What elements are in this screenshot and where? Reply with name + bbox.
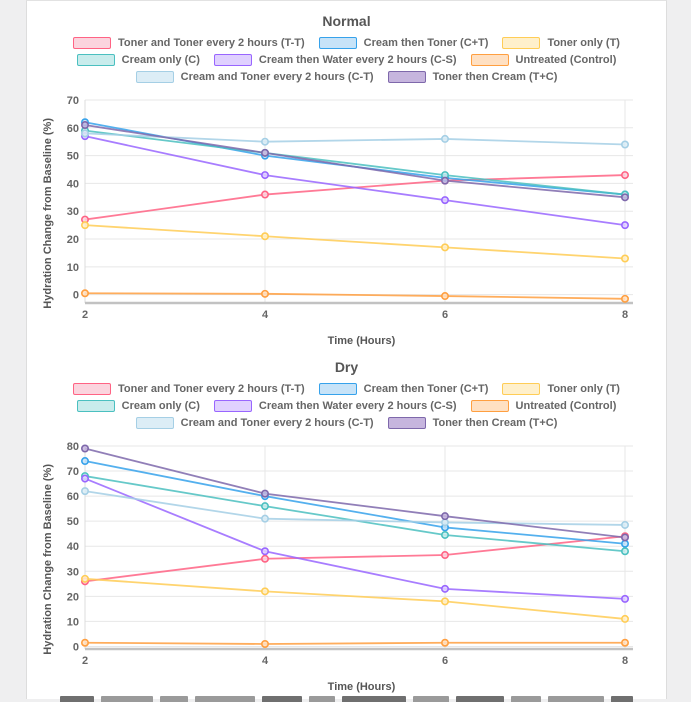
legend-swatch-icon	[214, 54, 252, 66]
y-tick-label: 20	[66, 591, 79, 604]
legend-item[interactable]	[136, 417, 374, 429]
truncated-footer-text	[27, 696, 666, 702]
y-tick-label: 40	[66, 541, 79, 554]
plot-area-dry[interactable]	[57, 439, 651, 680]
legend-label: Cream and Toner every 2 hours (C-T)	[180, 71, 374, 83]
legend-label: Untreated (Control)	[515, 400, 617, 412]
data-point[interactable]	[622, 541, 628, 547]
legend-label: Toner and Toner every 2 hours (T-T)	[118, 383, 305, 395]
data-point[interactable]	[262, 503, 268, 509]
data-point[interactable]	[262, 548, 268, 554]
data-point[interactable]	[262, 641, 268, 647]
legend-swatch-icon	[77, 400, 115, 412]
x-axis-title: Time (Hours)	[327, 335, 396, 347]
series-line	[85, 479, 625, 599]
data-point[interactable]	[262, 515, 268, 521]
x-tick-label: 2	[81, 309, 89, 321]
x-tick-label: 8	[621, 655, 629, 667]
legend-normal	[27, 37, 666, 83]
line-chart-canvas	[57, 93, 651, 329]
legend-swatch-icon	[388, 71, 426, 83]
data-point[interactable]	[622, 548, 628, 554]
legend-swatch-icon	[73, 383, 111, 395]
y-tick-label: 40	[66, 178, 79, 191]
series-line	[85, 579, 625, 619]
data-point[interactable]	[82, 222, 88, 228]
data-point[interactable]	[442, 197, 448, 203]
legend-item[interactable]	[73, 383, 305, 395]
data-point[interactable]	[622, 141, 628, 147]
y-tick-label: 0	[72, 289, 79, 302]
data-point[interactable]	[622, 616, 628, 622]
data-point[interactable]	[442, 532, 448, 538]
legend-label: Toner only (T)	[547, 383, 620, 395]
legend-label: Cream then Toner (C+T)	[363, 383, 489, 395]
y-tick-label: 20	[66, 234, 79, 247]
data-point[interactable]	[262, 490, 268, 496]
legend-item[interactable]	[214, 400, 457, 412]
y-tick-label: 60	[66, 122, 79, 135]
legend-row	[27, 37, 666, 49]
legend-label: Cream only (C)	[121, 54, 200, 66]
y-tick-label: 30	[66, 206, 79, 219]
legend-item[interactable]	[502, 37, 620, 49]
data-point[interactable]	[442, 513, 448, 519]
legend-item[interactable]	[214, 54, 457, 66]
data-point[interactable]	[622, 172, 628, 178]
chart-title-normal: Normal	[322, 13, 371, 29]
x-tick-label: 6	[441, 655, 449, 667]
data-point[interactable]	[262, 556, 268, 562]
x-tick-label: 8	[621, 309, 629, 321]
data-point[interactable]	[442, 552, 448, 558]
data-point[interactable]	[82, 640, 88, 646]
chart-title-dry: Dry	[334, 359, 359, 375]
y-axis-title-col	[39, 439, 57, 680]
legend-item[interactable]	[77, 54, 200, 66]
x-tick-label: 2	[81, 655, 89, 667]
legend-label: Cream and Toner every 2 hours (C-T)	[180, 417, 374, 429]
data-point[interactable]	[262, 291, 268, 297]
data-point[interactable]	[622, 222, 628, 228]
legend-row	[27, 383, 666, 395]
legend-swatch-icon	[471, 400, 509, 412]
data-point[interactable]	[442, 136, 448, 142]
y-tick-label: 10	[66, 261, 79, 274]
legend-label: Toner only (T)	[547, 37, 620, 49]
legend-swatch-icon	[388, 417, 426, 429]
data-point[interactable]	[82, 290, 88, 296]
data-point[interactable]	[442, 586, 448, 592]
legend-item[interactable]	[73, 37, 305, 49]
legend-label: Cream then Water every 2 hours (C-S)	[258, 400, 457, 412]
legend-item[interactable]	[502, 383, 620, 395]
legend-swatch-icon	[136, 417, 174, 429]
data-point[interactable]	[262, 139, 268, 145]
series-line	[85, 225, 625, 258]
legend-swatch-icon	[319, 37, 357, 49]
data-point[interactable]	[262, 191, 268, 197]
legend-swatch-icon	[502, 383, 540, 395]
legend-item[interactable]	[471, 400, 617, 412]
series-line	[85, 175, 625, 219]
y-tick-label: 70	[66, 95, 79, 107]
y-tick-label: 30	[66, 566, 79, 579]
chart-block-dry	[27, 347, 666, 693]
series-line	[85, 643, 625, 644]
data-point[interactable]	[82, 445, 88, 451]
plot-row-normal	[27, 93, 666, 334]
legend-item[interactable]	[471, 54, 617, 66]
data-point[interactable]	[442, 640, 448, 646]
data-point[interactable]	[82, 122, 88, 128]
y-tick-label: 50	[66, 516, 79, 529]
data-point[interactable]	[442, 244, 448, 250]
legend-row	[27, 417, 666, 429]
legend-item[interactable]	[77, 400, 200, 412]
legend-label: Untreated (Control)	[515, 54, 617, 66]
series-line	[85, 536, 625, 581]
legend-label: Toner and Toner every 2 hours (T-T)	[118, 37, 305, 49]
data-point[interactable]	[82, 458, 88, 464]
legend-item[interactable]	[136, 71, 374, 83]
data-point[interactable]	[82, 475, 88, 481]
plot-row-dry	[27, 439, 666, 680]
plot-area-normal[interactable]	[57, 93, 651, 334]
x-tick-label: 4	[261, 655, 269, 667]
legend-swatch-icon	[471, 54, 509, 66]
x-axis-title: Time (Hours)	[327, 681, 396, 693]
legend-swatch-icon	[319, 383, 357, 395]
series-line	[85, 293, 625, 299]
legend-item[interactable]	[319, 383, 489, 395]
y-tick-label: 60	[66, 491, 79, 504]
x-tick-label: 6	[441, 309, 449, 321]
x-tick-label: 4	[261, 309, 269, 321]
legend-swatch-icon	[77, 54, 115, 66]
legend-label: Cream only (C)	[121, 400, 200, 412]
legend-label: Cream then Toner (C+T)	[363, 37, 489, 49]
data-point[interactable]	[82, 130, 88, 136]
legend-item[interactable]	[388, 71, 558, 83]
chart-block-normal	[27, 1, 666, 347]
data-point[interactable]	[622, 596, 628, 602]
legend-label: Toner then Cream (T+C)	[432, 417, 558, 429]
legend-row	[27, 400, 666, 412]
data-point[interactable]	[622, 296, 628, 302]
legend-row	[27, 71, 666, 83]
data-point[interactable]	[442, 598, 448, 604]
legend-row	[27, 54, 666, 66]
data-point[interactable]	[262, 588, 268, 594]
data-point[interactable]	[82, 576, 88, 582]
legend-label: Toner then Cream (T+C)	[432, 71, 558, 83]
line-chart-canvas	[57, 439, 651, 675]
y-axis-title-col	[39, 93, 57, 334]
data-point[interactable]	[442, 293, 448, 299]
data-point[interactable]	[622, 255, 628, 261]
data-point[interactable]	[442, 177, 448, 183]
series-line	[85, 461, 625, 544]
y-tick-label: 0	[72, 641, 79, 654]
y-tick-label: 10	[66, 616, 79, 629]
data-point[interactable]	[622, 534, 628, 540]
data-point[interactable]	[262, 172, 268, 178]
legend-item[interactable]	[388, 417, 558, 429]
series-line	[85, 476, 625, 551]
y-tick-label: 50	[66, 150, 79, 163]
legend-dry	[27, 383, 666, 429]
y-axis-title: Hydration Change from Baseline (%)	[42, 118, 54, 309]
y-tick-label: 80	[66, 441, 79, 453]
series-line	[85, 133, 625, 144]
data-point[interactable]	[82, 488, 88, 494]
data-point[interactable]	[622, 522, 628, 528]
legend-item[interactable]	[319, 37, 489, 49]
data-point[interactable]	[622, 640, 628, 646]
y-tick-label: 70	[66, 466, 79, 479]
series-line	[85, 136, 625, 225]
legend-swatch-icon	[214, 400, 252, 412]
legend-swatch-icon	[502, 37, 540, 49]
content-card	[26, 0, 667, 699]
legend-label: Cream then Water every 2 hours (C-S)	[258, 54, 457, 66]
y-axis-title: Hydration Change from Baseline (%)	[42, 464, 54, 655]
data-point[interactable]	[262, 150, 268, 156]
data-point[interactable]	[262, 233, 268, 239]
legend-swatch-icon	[73, 37, 111, 49]
legend-swatch-icon	[136, 71, 174, 83]
data-point[interactable]	[622, 194, 628, 200]
data-point[interactable]	[442, 519, 448, 525]
